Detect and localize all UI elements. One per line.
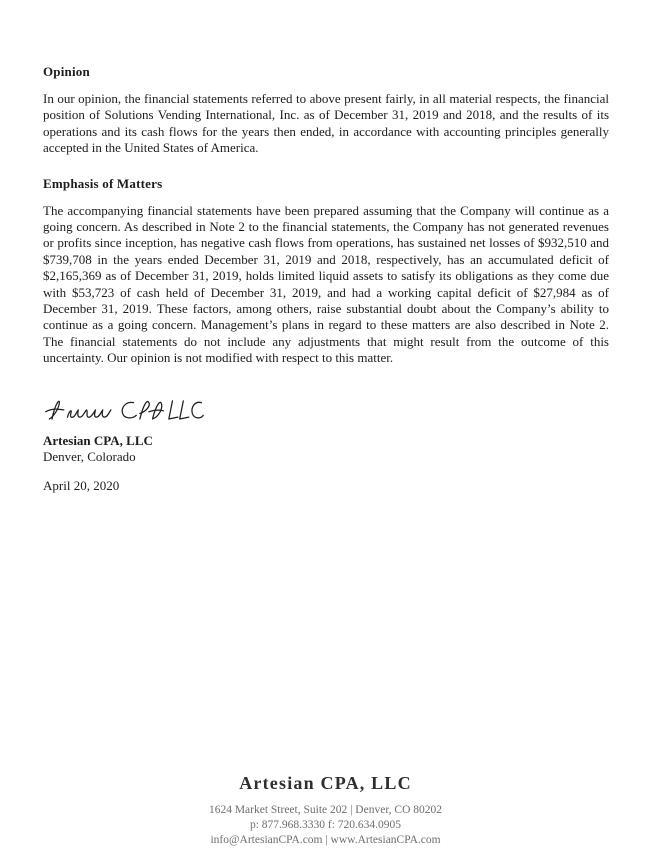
emphasis-paragraph: The accompanying financial statements have been prepared assuming that the Company will continue as a going concern. As described in Note 2 to the financial statements, the Company has not generated revenues or profits since inception, has negative cash flows from operations, has sustained net losses of $932,510 and $739,708 in the years ended December 31, 2019 and 2018, respectively, has an accumulated deficit of $2,165,369 as of December 31, 2019, holds limited liquid assets to satisfy its obligations as they come due with $53,723 of cash held of December 31, 2019, and had a working capital deficit of $27,984 as of December 31, 2019. These factors, among others, raise substantial doubt about the Company’s ability to continue as a going concern. Management’s plans in regard to these matters are also described in Note 2. The financial statements do not include any adjustments that might result from the outcome of this uncertainty. Our opinion is not modified with respect to this matter. [43,202,609,366]
letter-body [43,64,609,494]
letter-date: April 20, 2020 [43,477,120,493]
opinion-heading: Opinion [43,64,90,79]
signature-image [43,389,215,429]
footer-firm-name: Artesian CPA, LLC [239,773,412,793]
opinion-section [43,64,609,157]
opinion-paragraph: In our opinion, the financial statements referred to above present fairly, in all material respects, the financial position of Solutions Vending International, Inc. as of December 31, 2019 and 2018, and the results of its operations and its cash flows for the years then ended, in accordance with accounting principles generally accepted in the United States of America. [43,91,609,156]
footer-address: 1624 Market Street, Suite 202 | Denver, CO 80202 [208,804,443,816]
footer-contact: info@ArtesianCPA.com | www.ArtesianCPA.com [210,834,441,846]
letterhead-footer [0,773,651,848]
signatory-location: Denver, Colorado [43,448,136,464]
footer-phone-fax: p: 877.968.3330 f: 720.634.0905 [249,819,402,831]
signatory-firm-name: Artesian CPA, LLC [43,432,153,448]
emphasis-heading: Emphasis of Matters [43,175,163,191]
signature-block [43,389,609,494]
emphasis-of-matters-section [43,176,609,367]
